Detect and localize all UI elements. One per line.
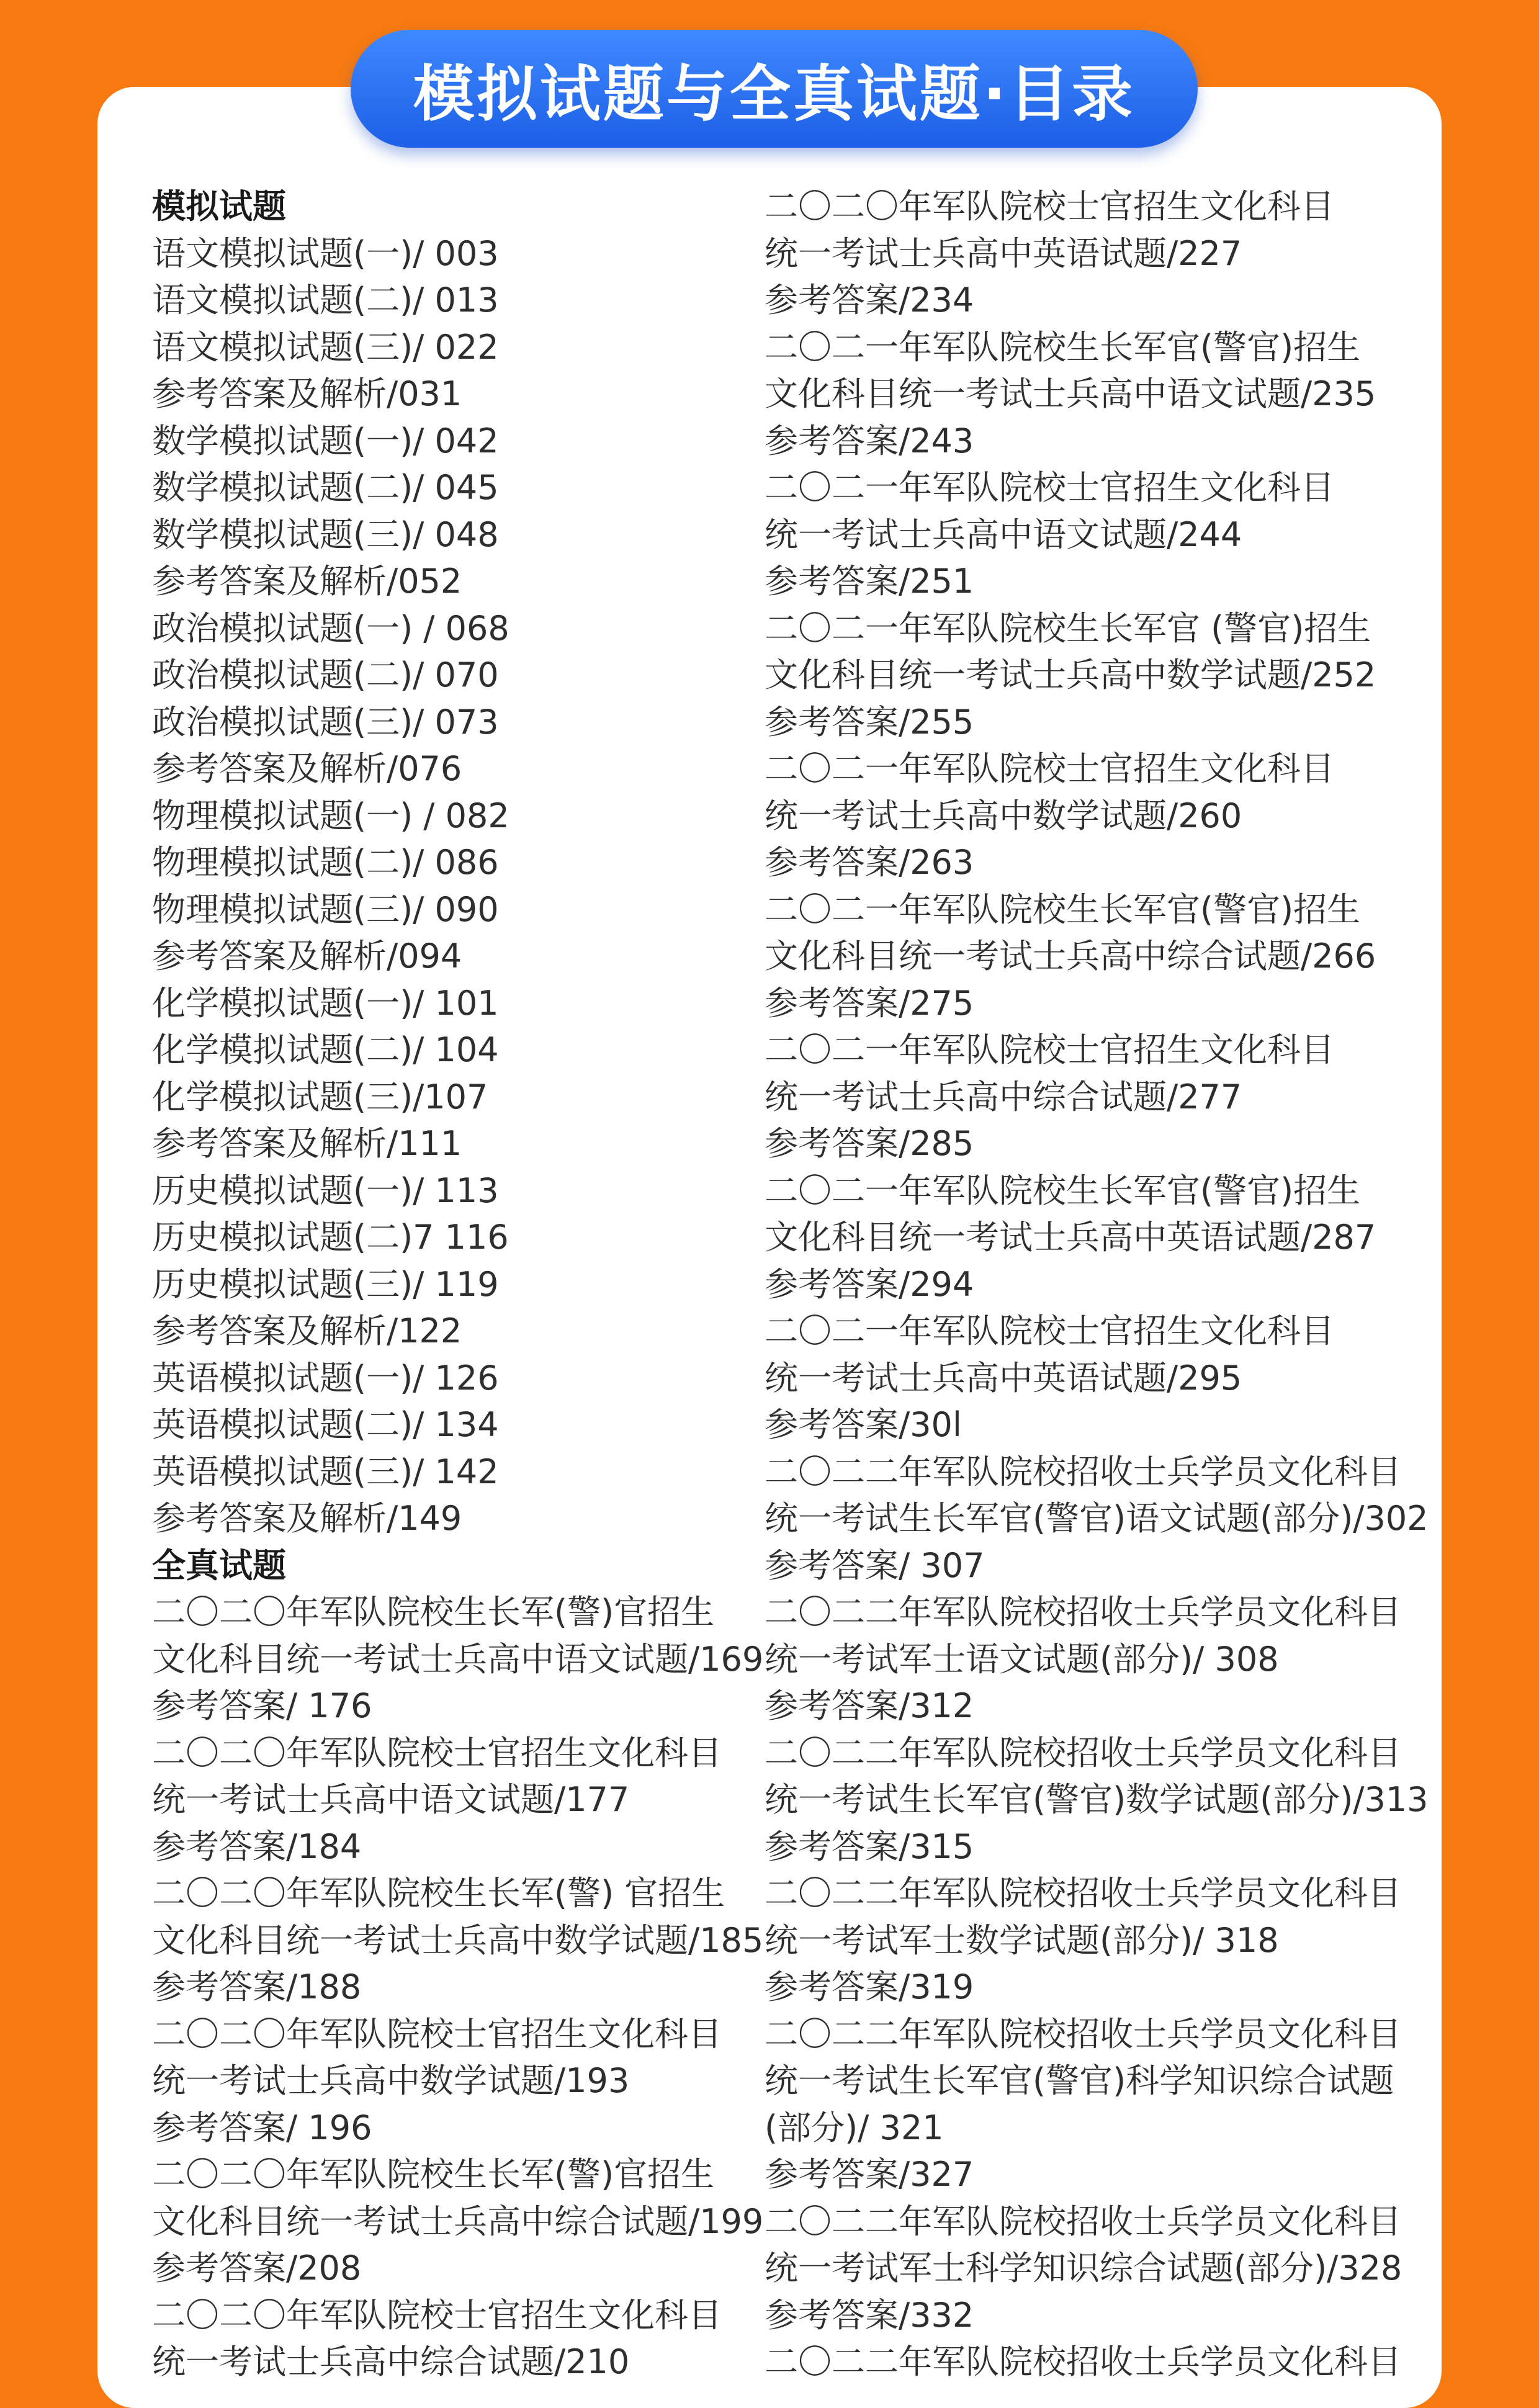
toc-entry: 参考答案/332 [765,2295,974,2335]
section-heading: 模拟试题 [152,187,286,226]
toc-entry: 数学模拟试题(二)/ 045 [152,468,499,507]
toc-entry: 二〇二二年军队院校招收士兵学员文化科目 [765,1733,1401,1772]
toc-entry: 统一考试士兵高中数学试题/260 [765,796,1242,835]
toc-entry: 二〇二二年军队院校招收士兵学员文化科目 [765,1874,1401,1913]
toc-entry: 二〇二〇年军队院校生长军(警) 官招生 [152,1874,725,1913]
toc-entry: 政治模拟试题(三)/ 073 [152,702,499,742]
toc-entry: 二〇二一年军队院校生长军官(警官)招生 [765,889,1361,929]
toc-entry: 英语模拟试题(二)/ 134 [152,1405,499,1444]
toc-entry: 统一考试生长军官(警官)数学试题(部分)/313 [765,1780,1429,1819]
toc-entry: 文化科目统一考试士兵高中综合试题/266 [765,937,1376,976]
toc-entry: 二〇二一年军队院校士官招生文化科目 [765,749,1334,788]
toc-entry: 数学模拟试题(三)/ 048 [152,514,499,554]
toc-entry: 统一考试士兵高中综合试题/277 [765,1077,1242,1116]
toc-entry: 二〇二二年军队院校招收士兵学员文化科目 [765,2342,1401,2381]
toc-entry: 文化科目统一考试士兵高中数学试题/185 [152,1920,764,1960]
title-banner [351,30,1198,148]
toc-entry: 统一考试士兵高中语文试题/244 [765,514,1242,554]
toc-entry: 二〇二〇年军队院校士官招生文化科目 [152,1733,722,1772]
page-title: 模拟试题与全真试题·目录 [413,58,1136,130]
toc-entry: 统一考试士兵高中英语试题/227 [765,233,1242,273]
toc-entry: 历史模拟试题(三)/ 119 [152,1264,499,1304]
toc-entry: 统一考试士兵高中数学试题/193 [152,2061,630,2100]
toc-entry: 语文模拟试题(二)/ 013 [152,281,499,320]
toc-entry: 二〇二一年军队院校士官招生文化科目 [765,1311,1334,1350]
toc-entry: 二〇二〇年军队院校士官招生文化科目 [765,187,1334,226]
toc-entry: 参考答案/294 [765,1264,974,1304]
toc-entry: 语文模拟试题(一)/ 003 [152,233,499,273]
toc-entry: 数学模拟试题(一)/ 042 [152,421,499,460]
toc-entry: 物理模拟试题(一) / 082 [152,796,509,835]
toc-entry: 统一考试生长军官(警官)科学知识综合试题 [765,2061,1394,2100]
toc-entry: 二〇二一年军队院校生长军官(警官)招生 [765,327,1361,367]
toc-entry: 文化科目统一考试士兵高中语文试题/235 [765,374,1376,413]
toc-entry: 二〇二〇年军队院校生长军(警)官招生 [152,1593,715,1632]
toc-right-column [765,183,1429,2386]
toc-entry: 参考答案及解析/149 [152,1499,462,1538]
toc-entry: 二〇二一年军队院校士官招生文化科目 [765,468,1334,507]
toc-entry: 统一考试士兵高中英语试题/295 [765,1358,1242,1398]
toc-entry: 二〇二二年军队院校招收士兵学员文化科目 [765,1593,1401,1632]
toc-entry: 历史模拟试题(一)/ 113 [152,1170,499,1210]
toc-entry: 二〇二一年军队院校士官招生文化科目 [765,1030,1334,1069]
toc-entry: 参考答案/327 [765,2155,974,2194]
toc-entry: 二〇二一年军队院校生长军官 (警官)招生 [765,608,1371,648]
toc-entry: 参考答案/319 [765,1967,974,2006]
toc-entry: 参考答案/285 [765,1124,974,1163]
toc-left-column [152,183,763,2386]
toc-entry: 参考答案及解析/122 [152,1311,462,1350]
toc-entry: 参考答案/188 [152,1967,362,2006]
toc-entry: 参考答案及解析/094 [152,937,462,976]
toc-entry: 语文模拟试题(三)/ 022 [152,327,499,367]
toc-entry: 统一考试军士数学试题(部分)/ 318 [765,1920,1279,1960]
toc-entry: 英语模拟试题(一)/ 126 [152,1358,499,1398]
toc-entry: 文化科目统一考试士兵高中综合试题/199 [152,2201,764,2241]
toc-entry: 政治模拟试题(二)/ 070 [152,655,499,694]
toc-entry: 参考答案及解析/111 [152,1124,462,1163]
toc-entry: (部分)/ 321 [765,2108,944,2147]
toc-entry: 参考答案/208 [152,2249,362,2288]
toc-entry: 统一考试士兵高中综合试题/210 [152,2342,630,2381]
toc-entry: 参考答案/ 196 [152,2108,372,2147]
toc-entry: 文化科目统一考试士兵高中数学试题/252 [765,655,1376,694]
toc-entry: 参考答案/184 [152,1826,362,1866]
toc-entry: 二〇二一年军队院校生长军官(警官)招生 [765,1170,1361,1210]
toc-entry: 二〇二〇年军队院校士官招生文化科目 [152,2014,722,2054]
section-heading: 全真试题 [152,1545,286,1585]
toc-entry: 二〇二二年军队院校招收士兵学员文化科目 [765,1452,1401,1491]
toc-entry: 英语模拟试题(三)/ 142 [152,1452,499,1491]
toc-entry: 参考答案及解析/076 [152,749,462,788]
toc-entry: 文化科目统一考试士兵高中语文试题/169 [152,1639,764,1679]
toc-entry: 化学模拟试题(二)/ 104 [152,1030,499,1069]
toc-entry: 参考答案/ 307 [765,1545,985,1585]
toc-entry: 参考答案/312 [765,1686,974,1725]
toc-entry: 参考答案/234 [765,281,974,320]
toc-entry: 参考答案/30l [765,1405,962,1444]
toc-entry: 参考答案及解析/031 [152,374,462,413]
toc-entry: 参考答案/275 [765,983,974,1023]
toc-entry: 参考答案及解析/052 [152,562,462,601]
toc-entry: 二〇二二年军队院校招收士兵学员文化科目 [765,2201,1401,2241]
toc-entry: 文化科目统一考试士兵高中英语试题/287 [765,1218,1376,1257]
toc-entry: 统一考试军士科学知识综合试题(部分)/328 [765,2249,1402,2288]
toc-entry: 统一考试士兵高中语文试题/177 [152,1780,630,1819]
toc-entry: 物理模拟试题(三)/ 090 [152,889,499,929]
toc-entry: 历史模拟试题(二)7 116 [152,1218,509,1257]
toc-entry: 政治模拟试题(一) / 068 [152,608,509,648]
toc-entry: 参考答案/263 [765,843,974,882]
toc-entry: 参考答案/ 176 [152,1686,372,1725]
toc-entry: 二〇二〇年军队院校生长军(警)官招生 [152,2155,715,2194]
toc-entry: 二〇二〇年军队院校士官招生文化科目 [152,2295,722,2335]
toc-entry: 化学模拟试题(三)/107 [152,1077,488,1116]
toc-entry: 参考答案/243 [765,421,974,460]
toc-entry: 二〇二二年军队院校招收士兵学员文化科目 [765,2014,1401,2054]
toc-entry: 参考答案/251 [765,562,974,601]
toc-entry: 统一考试生长军官(警官)语文试题(部分)/302 [765,1499,1429,1538]
toc-entry: 化学模拟试题(一)/ 101 [152,983,499,1023]
toc-entry: 物理模拟试题(二)/ 086 [152,843,499,882]
toc-entry: 参考答案/315 [765,1826,974,1866]
toc-entry: 参考答案/255 [765,702,974,742]
toc-entry: 统一考试军士语文试题(部分)/ 308 [765,1639,1279,1679]
